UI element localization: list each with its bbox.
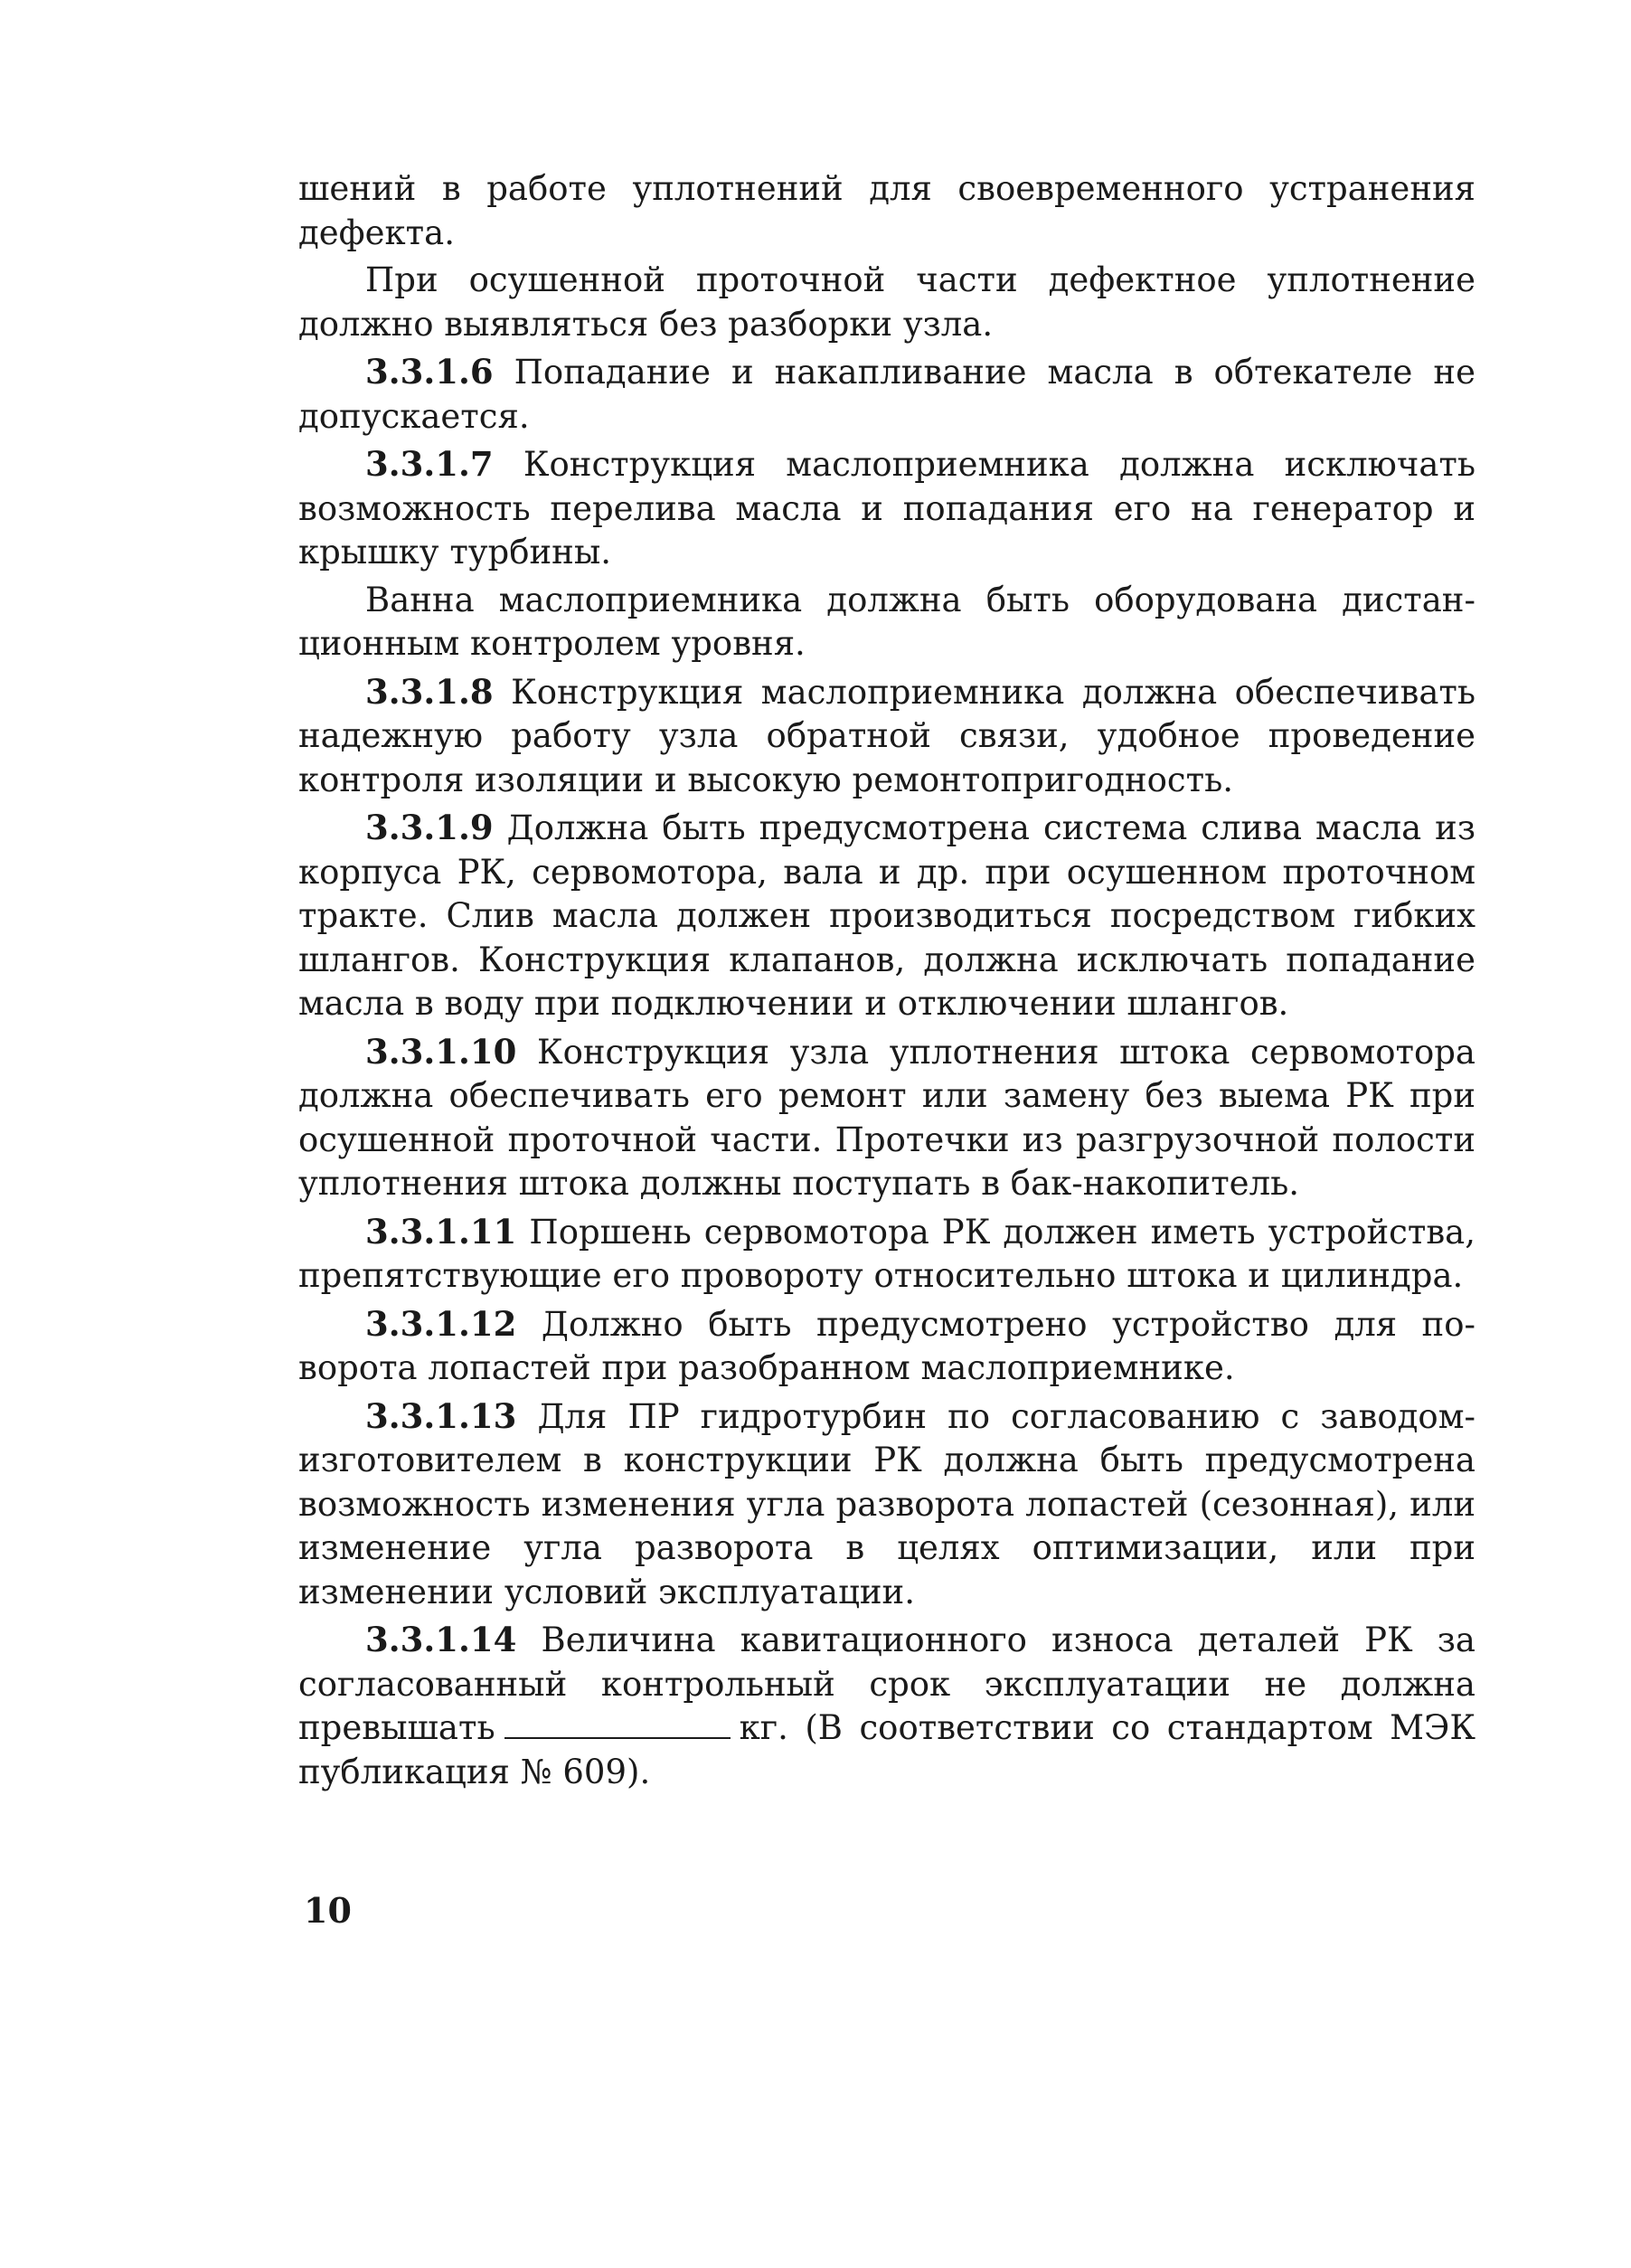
clause-number: 3.3.1.10 <box>365 1031 517 1072</box>
clause-3-3-1-9 <box>298 806 1475 1026</box>
clause-number: 3.3.1.8 <box>365 671 494 712</box>
clause-text: Конструкция маслоприемника должна обеспечивать надежную работу узла обратной связи, удобное проведение контроля изоляции и высокую ремонтопригодность. <box>298 672 1476 799</box>
clause-3-3-1-8 <box>298 670 1475 803</box>
clause-text-before: Величина кавитационного износа деталей РК за согласованный контрольный срок эксплуатации не должна превышать <box>298 1621 1475 1747</box>
document-body <box>298 167 1475 1798</box>
page-number: 10 <box>304 1890 352 1931</box>
clause-3-3-1-13 <box>298 1394 1475 1615</box>
clause-3-3-1-12 <box>298 1302 1475 1391</box>
clause-number: 3.3.1.11 <box>365 1211 517 1252</box>
clause-text: Конструкция узла уплотнения штока сервомотора должна обеспечивать его ремонт или замену без выема РК при осушенной проточной части. Протечки из разгрузочной полости уплотнения штока должны поступать в бак-накопитель. <box>298 1032 1475 1203</box>
paragraph-1: При осушенной проточной части дефектное уплотнение должно выявляться без разборки узла. <box>298 260 1475 344</box>
blank-field-line <box>504 1737 731 1739</box>
clause-text-after: кг. (В соответствии со стандартом МЭК публикация № 609). <box>298 1708 1475 1791</box>
clause-3-3-1-14 <box>298 1618 1475 1794</box>
clause-3-3-1-10 <box>298 1030 1475 1206</box>
paragraph-0: шений в работе уплотнений для своевременного устранения дефекта. <box>298 169 1475 252</box>
clause-text: Для ПР гидротурбин по согласованию с заводом-изготовителем в конструкции РК должна быть предусмотрена возможность изменения угла разворота лопастей (сезонная), или изменение угла разворота в целях оптимизации, или при изменении условий эксплуатации. <box>298 1396 1475 1611</box>
clause-text: Попадание и накапливание масла в обтекателе не допускается. <box>298 353 1475 436</box>
clause-number: 3.3.1.7 <box>365 444 494 484</box>
paragraph-4: Ванна маслоприемника должна быть оборудована дистанционным контролем уровня. <box>298 580 1475 663</box>
clause-number: 3.3.1.13 <box>365 1395 517 1436</box>
clause-number: 3.3.1.9 <box>365 808 494 847</box>
clause-text: Должно быть предусмотрено устройство для поворота лопастей при разобранном маслоприемнике. <box>298 1304 1476 1387</box>
clause-3-3-1-11 <box>298 1210 1475 1299</box>
clause-number: 3.3.1.6 <box>365 352 494 392</box>
clause-3-3-1-7 <box>298 442 1475 575</box>
clause-number: 3.3.1.12 <box>365 1303 517 1344</box>
clause-text: Поршень сервомотора РК должен иметь устройства, препятствующие его провороту относительно штока и цилиндра. <box>298 1212 1475 1295</box>
clause-text: Должна быть предусмотрена система слива масла из корпуса РК, сервомотора, вала и др. при осушенном проточном тракте. Слив масла должен производиться посредством гибких шлангов. Конструкция клапанов, должна исключать попадание масла в воду при подключении и отключении шлангов. <box>298 808 1476 1023</box>
clause-3-3-1-6 <box>298 350 1475 439</box>
clause-number: 3.3.1.14 <box>365 1620 517 1659</box>
clause-text: Конструкция маслоприемника должна исключать возможность перелива масла и попадания его на генератор и крышку турбины. <box>298 445 1475 572</box>
